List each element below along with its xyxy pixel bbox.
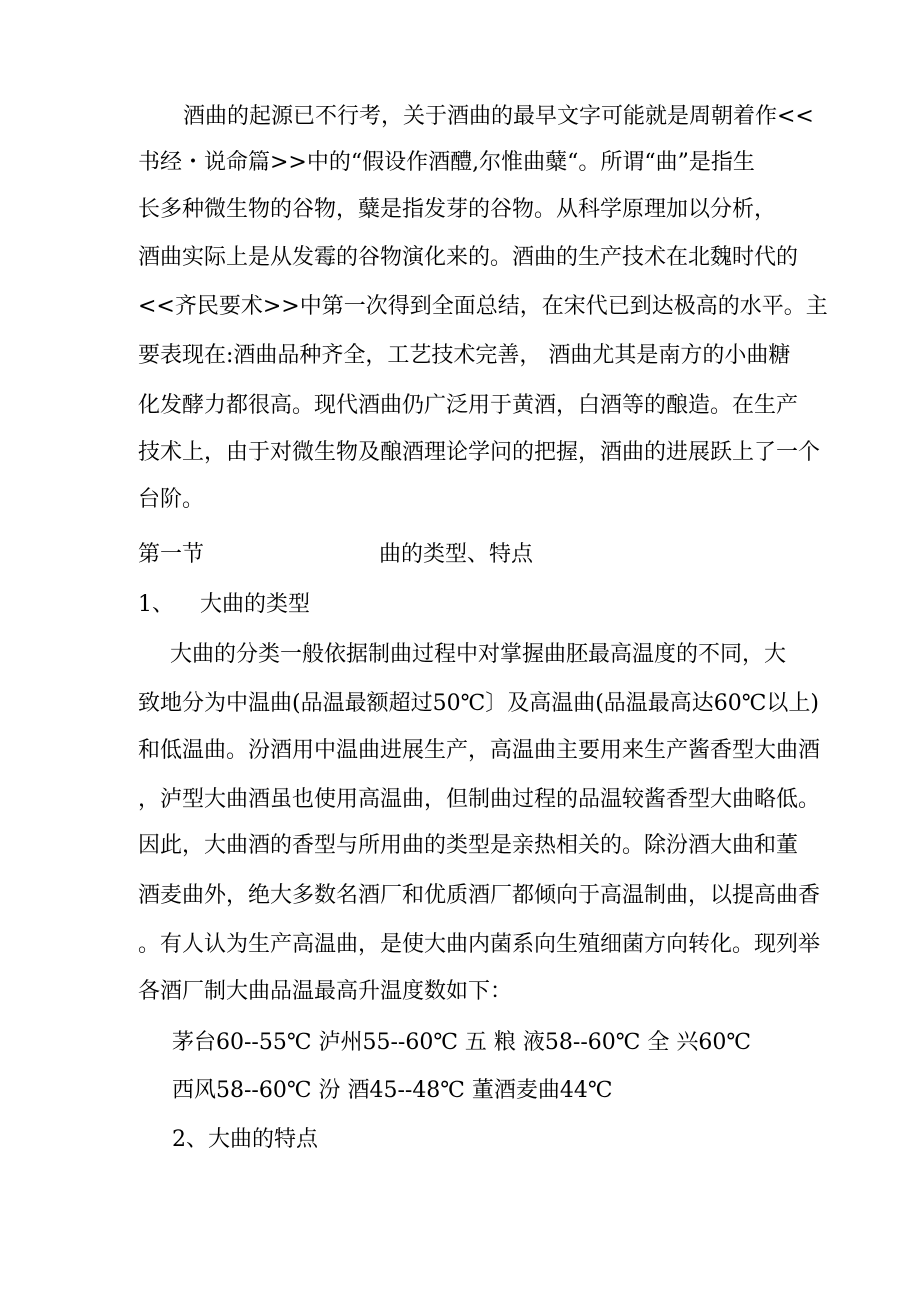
subheading-2: 2、大曲的特点 xyxy=(172,1127,318,1152)
subheading-1-number: 1、 xyxy=(138,592,174,617)
paragraph-1-line-8: 技术上，由于对微生物及酿酒理论学问的把握，酒曲的进展跃上了一个 xyxy=(138,440,821,465)
subheading-1 xyxy=(138,585,310,625)
paragraph-1-line-6: 要表现在:酒曲品种齐全，工艺技术完善， 酒曲尤其是南方的小曲糖 xyxy=(138,343,791,368)
section-heading-number: 第一节 xyxy=(138,542,205,567)
paragraph-2-line-4: ，泸型大曲酒虽也使用高温曲，但制曲过程的品温较酱香型大曲略低。 xyxy=(138,787,821,812)
paragraph-2-line-7: 。有人认为生产高温曲，是使大曲内菌系向生殖细菌方向转化。现列举 xyxy=(138,932,821,957)
paragraph-1-line-4: 酒曲实际上是从发霉的谷物演化来的。酒曲的生产技术在北魏时代的 xyxy=(138,245,799,270)
paragraph-1-line-9: 台阶。 xyxy=(138,487,205,512)
paragraph-2-line-8: 各酒厂制大曲品温最高升温度数如下： xyxy=(138,979,513,1004)
temperature-line-1: 茅台60--55℃ 泸州55--60℃ 五 粮 液58--60℃ 全 兴60℃ xyxy=(172,1030,751,1055)
paragraph-1-line-5: <<齐民要术>>中第一次得到全面总结，在宋代已到达极高的水平。主 xyxy=(138,294,828,319)
temperature-line-2: 西风58--60℃ 汾 酒45--48℃ 董酒麦曲44℃ xyxy=(172,1078,613,1103)
section-heading-title: 曲的类型、特点 xyxy=(379,542,534,567)
paragraph-2-line-1: 大曲的分类一般依据制曲过程中对掌握曲胚最高温度的不同，大 xyxy=(170,642,787,667)
paragraph-2-line-6: 酒麦曲外，绝大多数名酒厂和优质酒厂都倾向于高温制曲，以提高曲香 xyxy=(138,883,821,908)
paragraph-1-line-2: 书经・说命篇>>中的“假设作酒醴,尔惟曲糵“。所谓“曲”是指生 xyxy=(138,150,755,175)
paragraph-2-line-2: 致地分为中温曲(品温最额超过50℃〕及高温曲(品温最高达60℃以上) xyxy=(138,691,819,716)
paragraph-1-line-3: 长多种微生物的谷物，糵是指发芽的谷物。从科学原理加以分析， xyxy=(138,197,777,222)
paragraph-2-line-5: 因此，大曲酒的香型与所用曲的类型是亲热相关的。除汾酒大曲和董 xyxy=(138,833,799,858)
paragraph-1-line-1: 酒曲的起源已不行考，关于酒曲的最早文字可能就是周朝着作<< xyxy=(183,104,814,129)
section-heading xyxy=(138,535,533,575)
paragraph-2-line-3: 和低温曲。汾酒用中温曲进展生产，高温曲主要用来生产酱香型大曲酒 xyxy=(138,738,821,763)
paragraph-1-line-7: 化发酵力都很高。现代酒曲仍广泛用于黄酒，白酒等的酿造。在生产 xyxy=(138,393,799,418)
subheading-1-title: 大曲的类型 xyxy=(200,592,311,617)
